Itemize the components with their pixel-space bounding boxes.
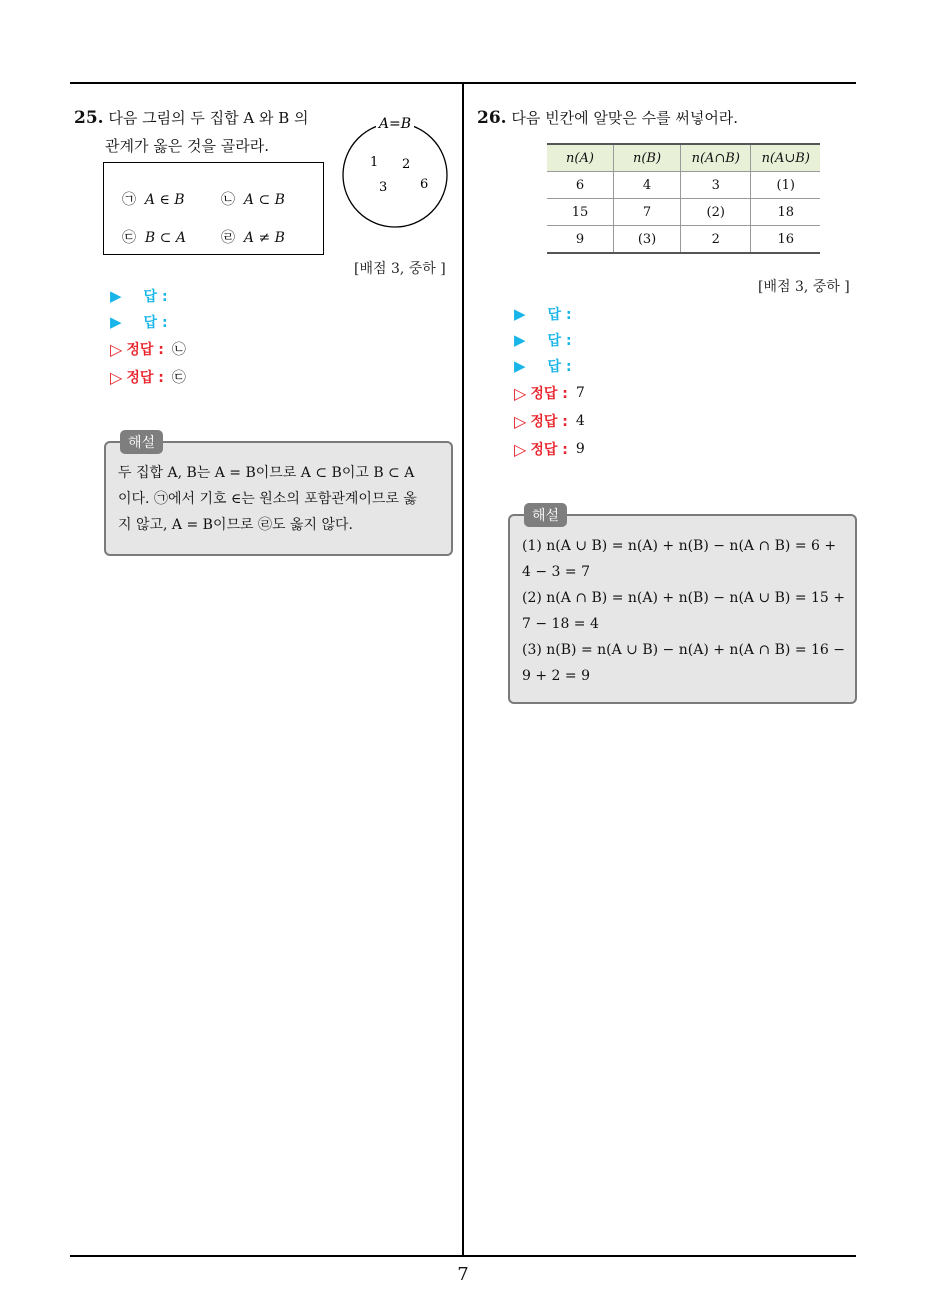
table-header: n(A) n(B) n(A∩B) n(A∪B) <box>547 144 820 172</box>
set-table <box>547 143 820 254</box>
choice-1[interactable]: ㉠ A ∈ B <box>122 192 185 208</box>
table-row: 6 4 3 (1) <box>547 172 820 199</box>
outline-triangle-icon: ▷ <box>110 367 123 387</box>
outline-triangle-icon: ▷ <box>514 439 527 459</box>
outline-triangle-icon: ▷ <box>514 383 527 403</box>
table-row: 15 7 (2) 18 <box>547 199 820 226</box>
correct-answer-2: ▷ 정답 : ㉢ <box>110 367 186 387</box>
solution-tag: 해설 <box>524 503 567 527</box>
choice-4[interactable]: ㉣ A ≠ B <box>221 230 285 246</box>
answer-field-1[interactable]: ▶ 답 : <box>110 287 168 305</box>
play-triangle-icon: ▶ <box>110 287 122 305</box>
choice-box <box>103 162 324 255</box>
answer-field-2[interactable]: ▶ 답 : <box>110 313 168 331</box>
correct-answer-1: ▷ 정답 : 7 <box>514 383 585 403</box>
play-triangle-icon: ▶ <box>110 313 122 331</box>
question-number: 25. <box>74 108 104 128</box>
question-number: 26. <box>477 108 507 128</box>
bottom-rule <box>70 1255 856 1257</box>
question-26 <box>477 104 738 132</box>
set-label: A=B <box>378 116 412 132</box>
solution-text-25: 두 집합 A, B는 A = B이므로 A ⊂ B이고 B ⊂ A 이다. ㉠에서 기호 ∈는 원소의 포함관계이므로 옳 지 않고, A = B이므로 ㉣도 옳지 않다. <box>118 465 417 533</box>
element-6: 6 <box>420 177 429 192</box>
element-3: 3 <box>379 180 388 195</box>
set-circle <box>343 123 447 227</box>
page-number: 7 <box>457 1264 469 1285</box>
question-line-1: 다음 그림의 두 집합 A 와 B 의 <box>108 109 309 127</box>
solution-tag: 해설 <box>120 430 163 454</box>
score-26: [배점 3, 중하 ] <box>758 279 850 295</box>
question-25 <box>74 104 334 160</box>
outline-triangle-icon: ▷ <box>514 411 527 431</box>
play-triangle-icon: ▶ <box>514 331 526 349</box>
question-line-2: 관계가 옳은 것을 골라라. <box>105 137 269 155</box>
question-text: 다음 빈칸에 알맞은 수를 써넣어라. <box>511 109 739 127</box>
answer-field-2[interactable]: ▶ 답 : <box>514 331 572 349</box>
correct-answer-1: ▷ 정답 : ㉡ <box>110 339 186 359</box>
choice-2[interactable]: ㉡ A ⊂ B <box>221 192 285 208</box>
score-25: [배점 3, 중하 ] <box>354 261 446 277</box>
venn-diagram <box>338 108 456 228</box>
table-row: 9 (3) 2 16 <box>547 226 820 254</box>
outline-triangle-icon: ▷ <box>110 339 123 359</box>
correct-answer-2: ▷ 정답 : 4 <box>514 411 585 431</box>
answer-field-1[interactable]: ▶ 답 : <box>514 305 572 323</box>
solution-text-26: (1) n(A ∪ B) = n(A) + n(B) − n(A ∩ B) = 6 + 4 − 3 = 7 (2) n(A ∩ B) = n(A) + n(B) − n(A ∪ B) = 15 + 7 − 18 = 4 (3) n(B) = n(A ∪ B) − n(A) + n(A ∩ B) = 16 − 9 + 2 = 9 <box>522 538 846 684</box>
answer-field-3[interactable]: ▶ 답 : <box>514 357 572 375</box>
element-2: 2 <box>402 157 411 172</box>
play-triangle-icon: ▶ <box>514 305 526 323</box>
element-1: 1 <box>370 155 379 170</box>
choice-3[interactable]: ㉢ B ⊂ A <box>122 230 186 246</box>
correct-answer-3: ▷ 정답 : 9 <box>514 439 585 459</box>
column-divider <box>462 83 464 1256</box>
play-triangle-icon: ▶ <box>514 357 526 375</box>
